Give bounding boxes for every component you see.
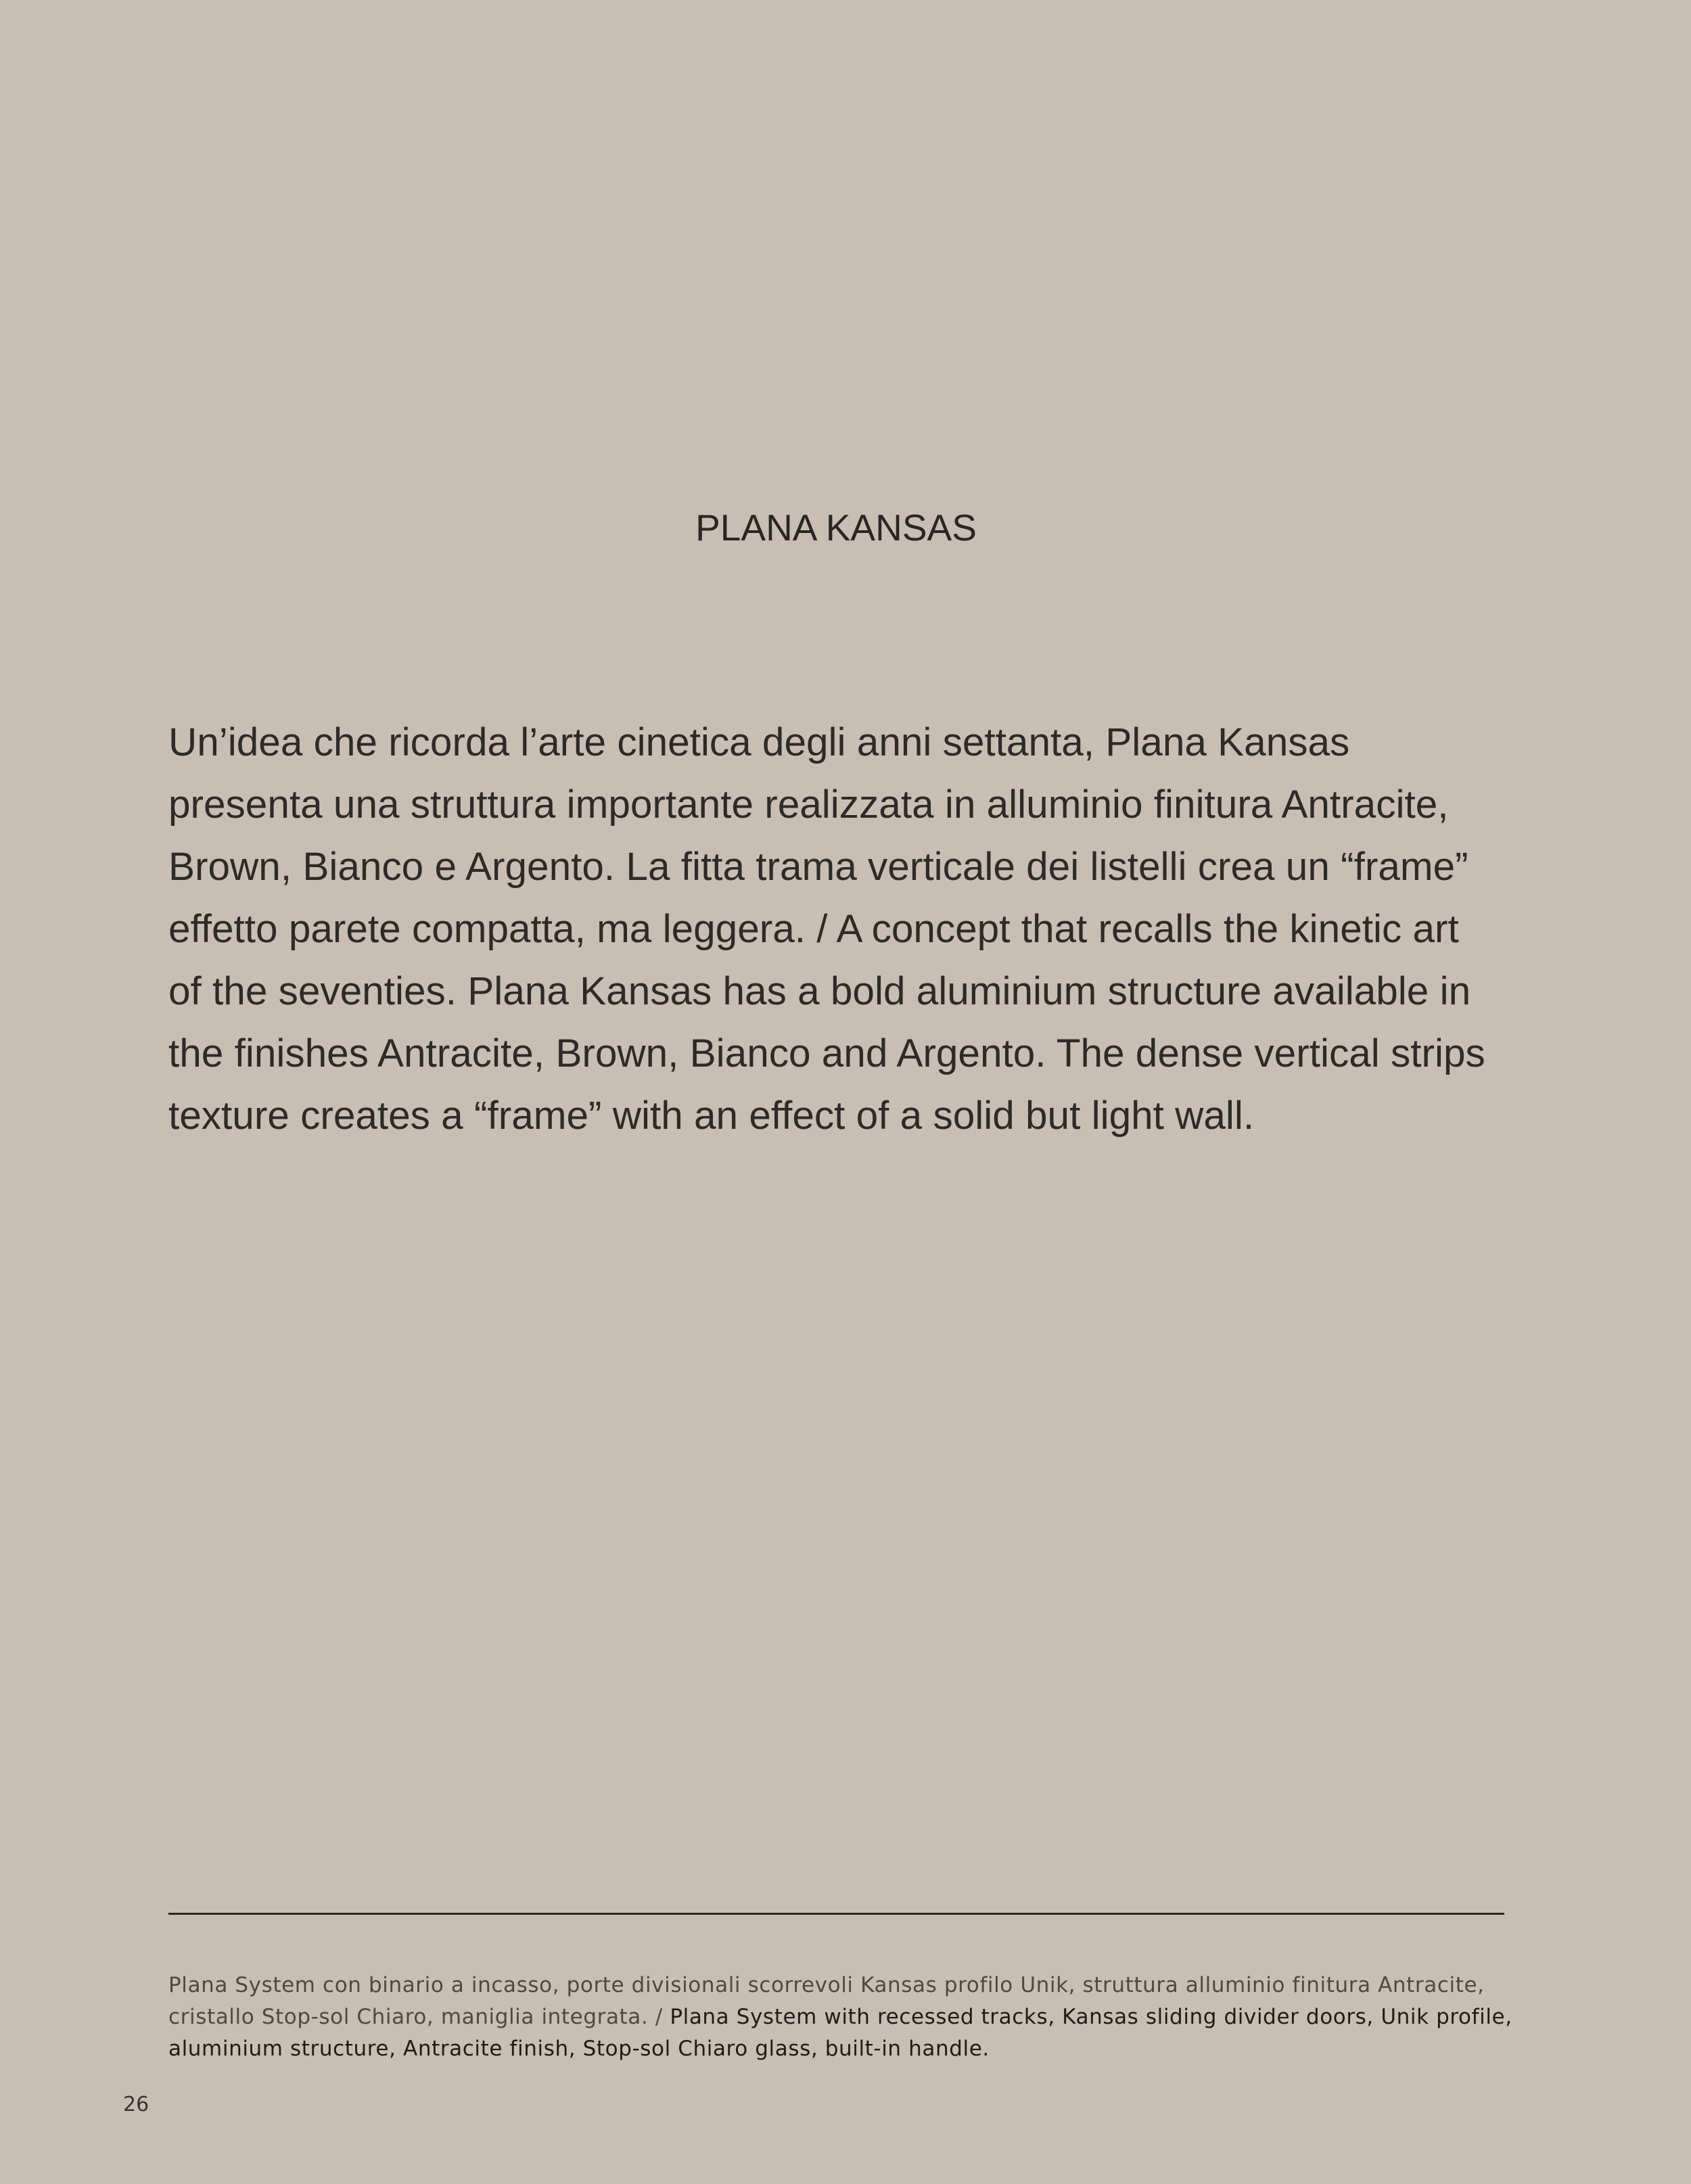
intro-line: of the seventies. Plana Kansas has a bold aluminium structure available in <box>168 969 1471 1013</box>
caption-english: Plana System with recessed tracks, Kansas sliding divider doors, Unik profile, aluminium structure, Antracite finish, Stop-sol Chiaro glass, built-in handle. <box>168 2005 1512 2061</box>
intro-paragraph <box>168 712 1521 1147</box>
caption-divider <box>168 1913 1504 1915</box>
caption-italian: Plana System con binario a incasso, porte divisionali scorrevoli Kansas profilo Unik, struttura alluminio finitura Antracite, cristallo Stop-sol Chiaro, maniglia integrata. / <box>168 1973 1485 2029</box>
page-title: PLANA KANSAS <box>695 507 977 549</box>
intro-line: the finishes Antracite, Brown, Bianco and Argento. The dense vertical strips <box>168 1031 1485 1075</box>
intro-line: presenta una struttura importante realizzata in alluminio finitura Antracite, <box>168 783 1449 827</box>
page-number: 26 <box>123 2093 149 2116</box>
intro-line: Un’idea che ricorda l’arte cinetica degli anni settanta, Plana Kansas <box>168 720 1350 764</box>
photo-caption <box>168 1970 1521 2065</box>
intro-line: Brown, Bianco e Argento. La fitta trama verticale dei listelli crea un “frame” <box>168 845 1468 889</box>
intro-line: effetto parete compatta, ma leggera. / A concept that recalls the kinetic art <box>168 907 1459 951</box>
intro-line: texture creates a “frame” with an effect of a solid but light wall. <box>168 1094 1255 1138</box>
